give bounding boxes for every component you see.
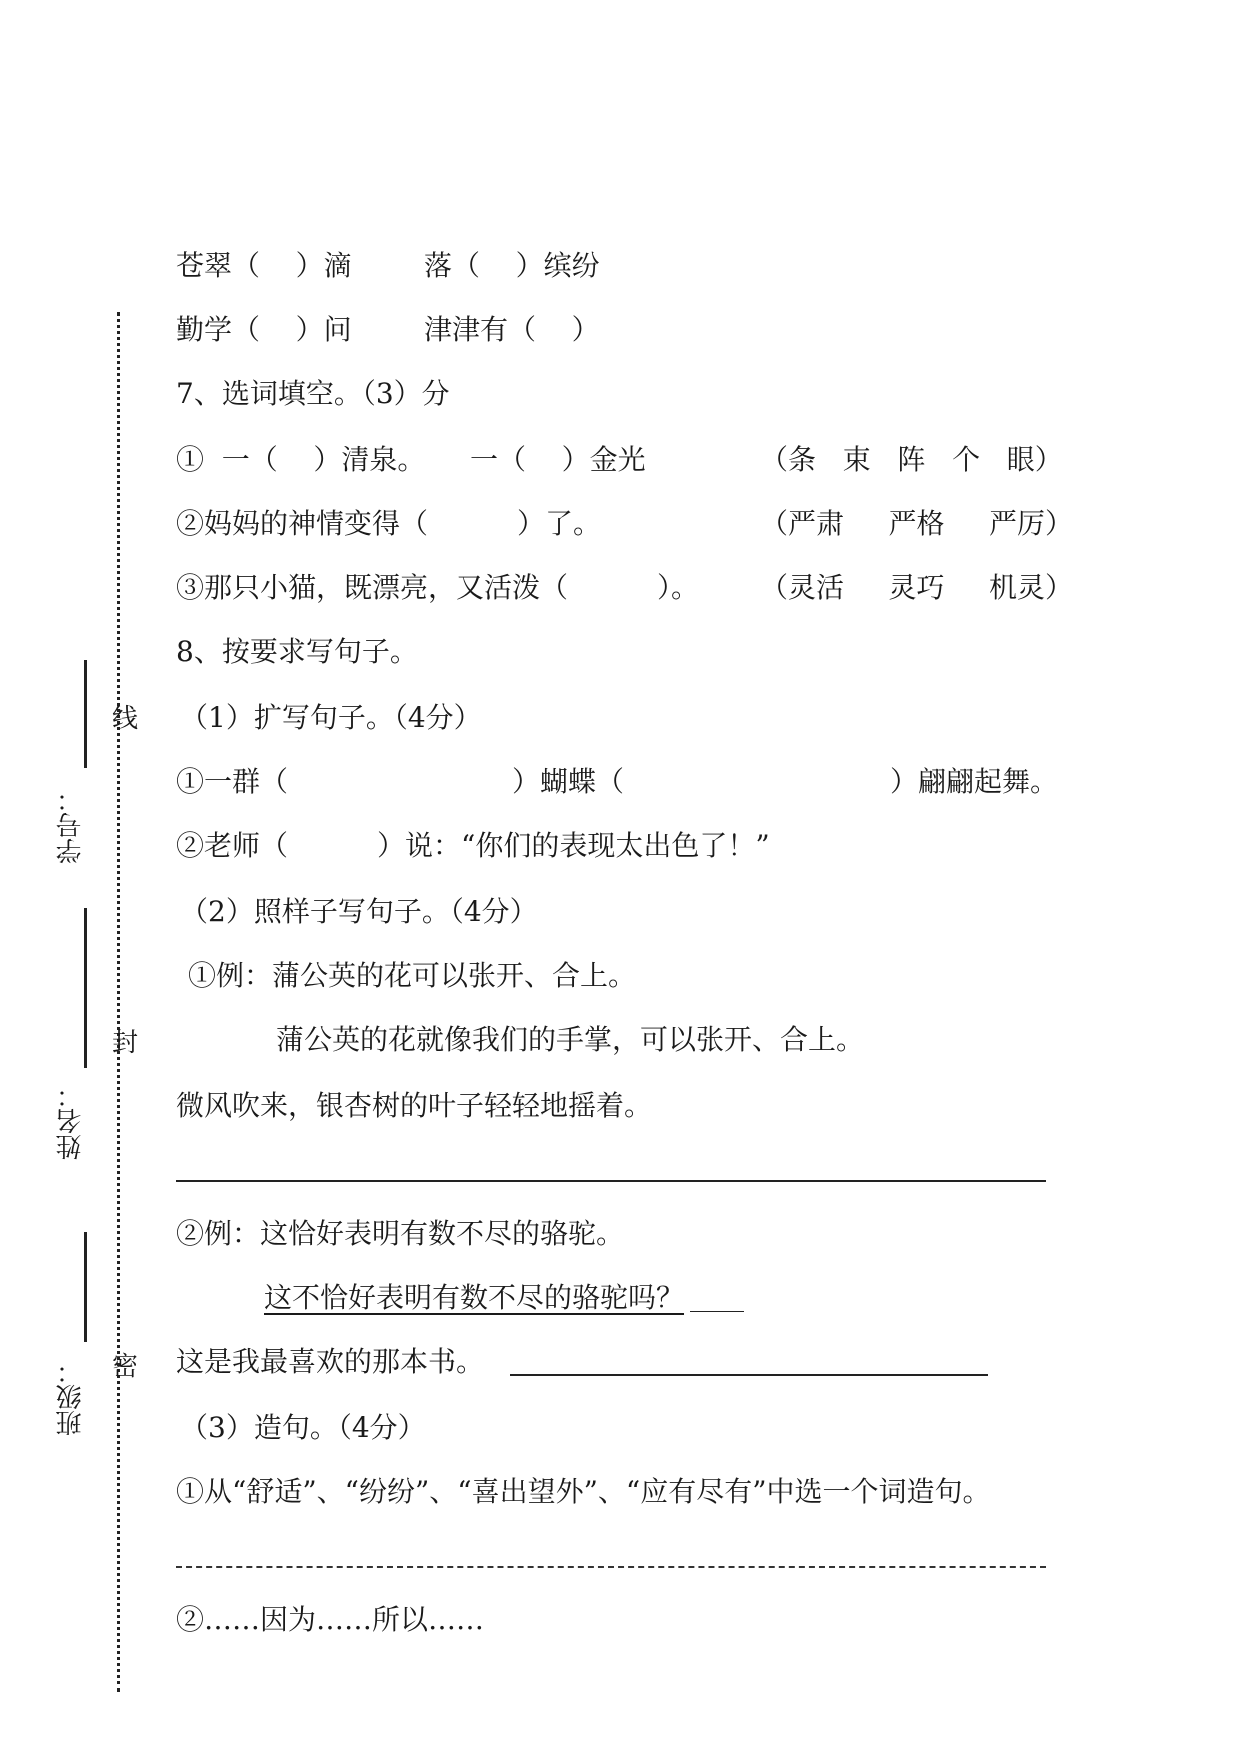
q8-part3-title: （3）造句。（4分）	[180, 1411, 426, 1444]
q8-part1-item-1-b[interactable]: ）蝴蝶（	[512, 765, 625, 798]
class-blank[interactable]	[84, 1232, 87, 1342]
q8-part1-item-1-a[interactable]: ①一群（	[176, 765, 289, 798]
class-label: 班级：	[56, 1358, 86, 1436]
q8-part2-example-2: ②例：这恰好表明有数不尽的骆驼。	[176, 1217, 625, 1250]
student-id-label: 学号：	[56, 786, 86, 864]
q8-part3-item-1: ①从“舒适”、“纷纷”、“喜出望外”、“应有尽有”中选一个词造句。	[176, 1475, 991, 1508]
q6-item-qinxue[interactable]: 勤学（ ）问	[176, 313, 352, 346]
q8-part2-task-1: 微风吹来，银杏树的叶子轻轻地摇着。	[176, 1089, 653, 1122]
q8-part2-task-2: 这是我最喜欢的那本书。	[176, 1345, 485, 1378]
q7-item-2-text[interactable]: ②妈妈的神情变得（ ）了。	[176, 507, 602, 540]
q8-part3-item-1-answer-line[interactable]	[176, 1566, 1046, 1568]
seal-mark-seal: 封	[112, 1028, 139, 1058]
q8-part2-title: （2）照样子写句子。（4分）	[180, 895, 538, 928]
seal-mark-secret: 密	[112, 1352, 139, 1382]
q8-part2-example-2-answer: 这不恰好表明有数不尽的骆驼吗？	[264, 1281, 685, 1314]
q8-part1-item-1-c: ）翩翩起舞。	[890, 765, 1059, 798]
q7-item-1-part-b[interactable]: 一（ ）金光	[470, 443, 646, 476]
student-id-blank[interactable]	[84, 660, 87, 768]
q7-item-1-choices: （条 束 阵 个 眼）	[760, 443, 1063, 476]
q6-item-jinjin[interactable]: 津津有（ ）	[424, 313, 600, 346]
q8-part2-example-2-underline-tail	[690, 1311, 744, 1312]
q8-part1-item-2[interactable]: ②老师（ ）说：“你们的表现太出色了！”	[176, 829, 770, 862]
q6-item-cangcui[interactable]: 苍翠（ ）滴	[176, 249, 352, 282]
seal-mark-line: 线	[112, 704, 139, 734]
name-blank[interactable]	[84, 908, 87, 1068]
q7-title: 7、选词填空。（3）分	[176, 377, 450, 410]
q8-part2-task-2-answer-line[interactable]	[510, 1374, 988, 1376]
q8-title: 8、按要求写句子。	[176, 635, 418, 668]
q8-part2-example-1-answer: 蒲公英的花就像我们的手掌，可以张开、合上。	[276, 1023, 865, 1056]
q7-item-3-text[interactable]: ③那只小猫，既漂亮，又活泼（ ）。	[176, 571, 700, 604]
q7-item-2-choices: （严肃 严格 严厉）	[760, 507, 1074, 540]
q8-part3-item-2: ②……因为……所以……	[176, 1603, 485, 1636]
q8-part2-task-1-answer-line[interactable]	[176, 1180, 1046, 1182]
q8-part1-title: （1）扩写句子。（4分）	[180, 701, 482, 734]
q8-part2-example-1: ①例：蒲公英的花可以张开、合上。	[188, 959, 637, 992]
q7-item-1-part-a[interactable]: ① 一（ ）清泉。	[176, 443, 426, 476]
name-label: 姓名：	[56, 1082, 86, 1160]
binding-dotted-line	[117, 312, 120, 1692]
q7-item-3-choices: （灵活 灵巧 机灵）	[760, 571, 1074, 604]
q6-item-luo[interactable]: 落（ ）缤纷	[424, 249, 600, 282]
